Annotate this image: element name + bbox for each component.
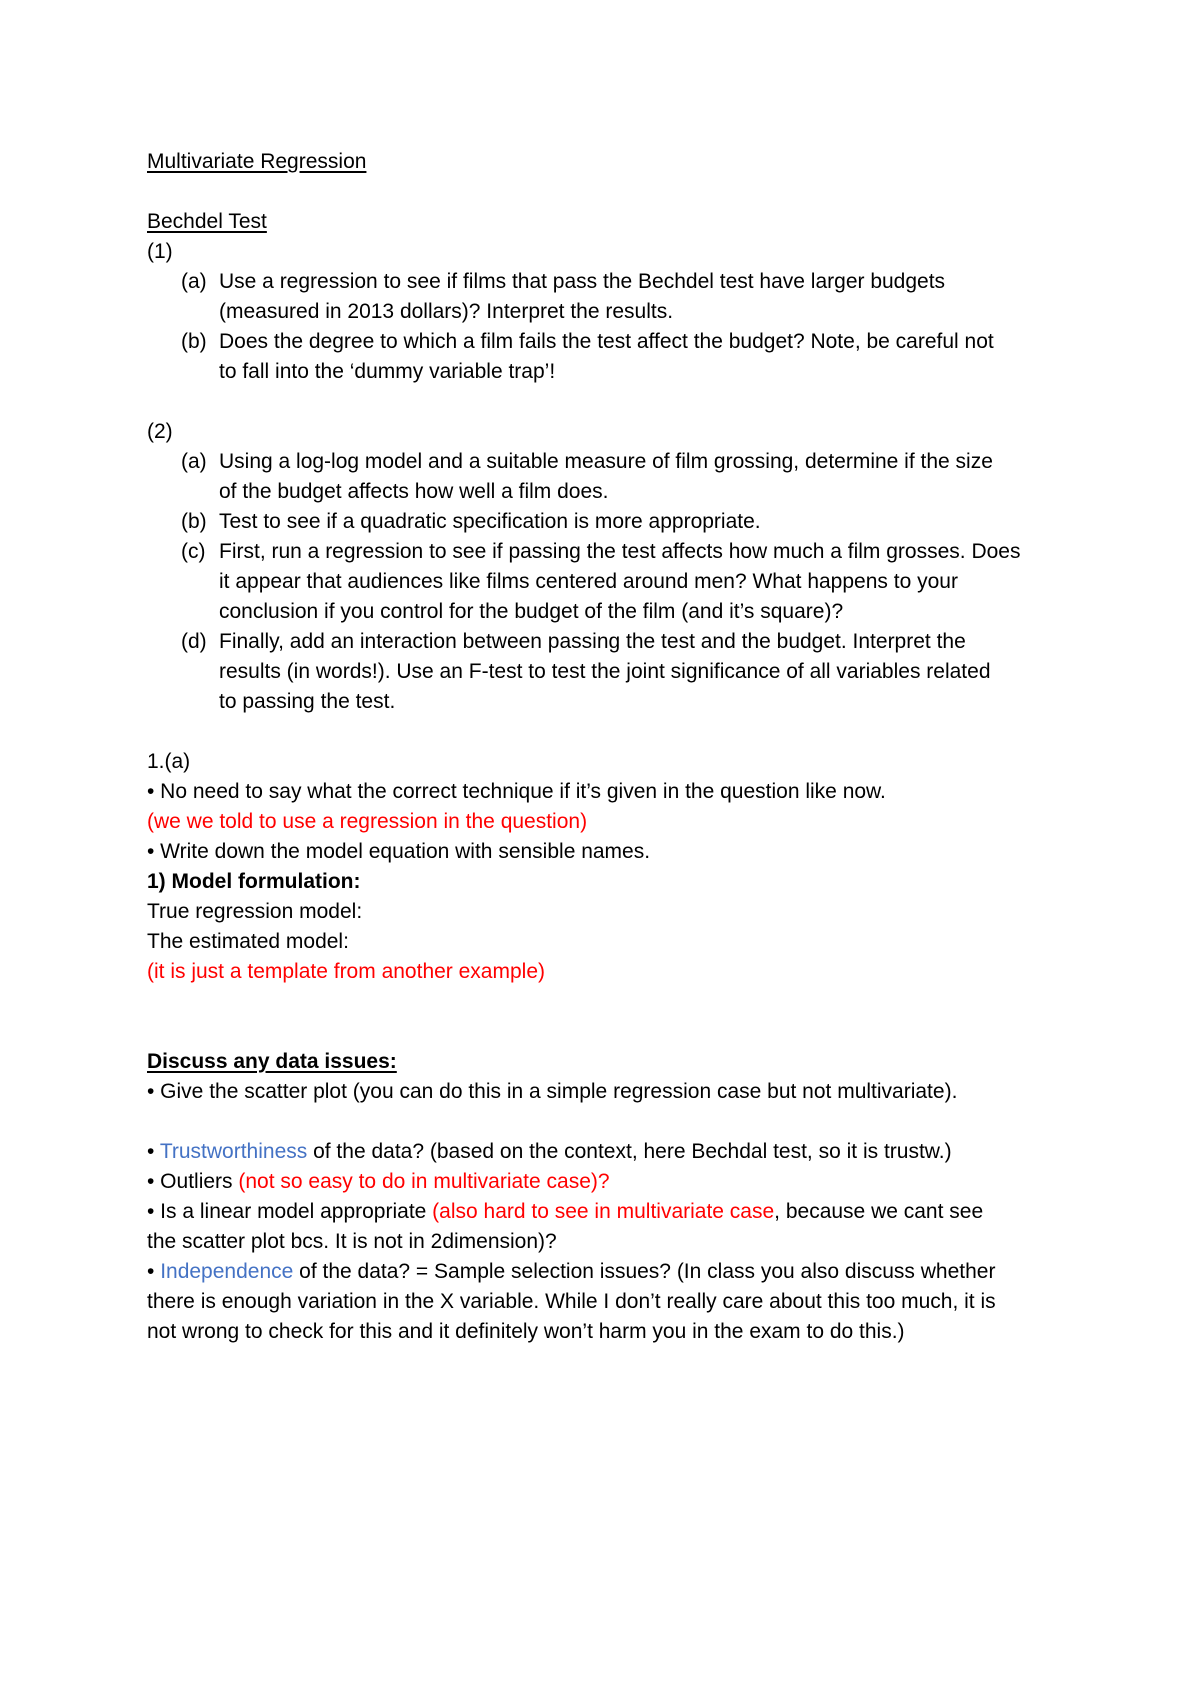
question-2c-label: (c) [181,540,206,563]
question-2c-text-line: conclusion if you control for the budget of the film (and it’s square)? [219,600,844,623]
question-2a-label: (a) [181,450,207,473]
question-2b-label: (b) [181,510,207,533]
issue-text-line: not wrong to check for this and it definitely won’t harm you in the exam to do this.) [147,1320,905,1343]
issue-bullet-outliers [147,1169,610,1195]
issue-bullet-linear-model [147,1199,983,1225]
issue-note: (not so easy to do in multivariate case)? [238,1170,610,1193]
answer-bullet: • No need to say what the correct technique if it’s given in the question like now. [147,780,886,803]
independence-term: Independence [160,1260,294,1283]
answer-note: (we we told to use a regression in the question) [147,810,588,833]
question-2d-text-line: results (in words!). Use an F-test to test the joint significance of all variables related [219,660,991,683]
question-1b-text-line: Does the degree to which a film fails the test affect the budget? Note, be careful not [219,330,994,353]
answer-heading: 1.(a) [147,750,191,773]
issue-bullet-trustworthiness [147,1139,952,1165]
issue-note: (also hard to see in multivariate case [432,1200,775,1223]
data-issues-heading: Discuss any data issues: [147,1050,397,1073]
issue-text-line: there is enough variation in the X variable. While I don’t really care about this too much, it is [147,1290,996,1313]
question-1a-text-line: Use a regression to see if films that pass the Bechdel test have larger budgets [219,270,946,293]
question-2-number: (2) [147,420,173,443]
question-2b-text-line: Test to see if a quadratic specification is more appropriate. [219,510,761,533]
issue-text: of the data? (based on the context, here Bechdal test, so it is trustw.) [307,1140,952,1163]
true-model-label: True regression model: [147,900,363,923]
question-1b-text-line: to fall into the ‘dummy variable trap’! [219,360,556,383]
question-2d-text-line: to passing the test. [219,690,396,713]
estimated-model-label: The estimated model: [147,930,349,953]
issue-text: of the data? = Sample selection issues? (In class you also discuss whether [293,1260,996,1283]
answer-note: (it is just a template from another example) [147,960,545,983]
question-2c-text-line: First, run a regression to see if passing the test affects how much a film grosses. Does [219,540,1021,563]
question-2c-text-line: it appear that audiences like films centered around men? What happens to your [219,570,958,593]
bullet-marker: • [147,1260,161,1283]
question-1a-text-line: (measured in 2013 dollars)? Interpret the results. [219,300,674,323]
section-heading-bechdel-test: Bechdel Test [147,210,267,233]
question-1a-label: (a) [181,270,207,293]
bullet-marker: • [147,1140,160,1163]
question-1b-label: (b) [181,330,207,353]
model-formulation-heading: 1) Model formulation: [147,870,361,893]
question-1-number: (1) [147,240,173,263]
issue-text: , because we cant see [774,1200,984,1223]
trustworthiness-term: Trustworthiness [159,1140,308,1163]
question-2a-text-line: of the budget affects how well a film does. [219,480,609,503]
issue-bullet-independence [147,1259,995,1285]
question-2a-text-line: Using a log-log model and a suitable measure of film grossing, determine if the size [219,450,993,473]
issue-text: • Is a linear model appropriate [147,1200,433,1223]
issue-text-line: the scatter plot bcs. It is not in 2dimension)? [147,1230,557,1253]
issue-text: • Outliers [147,1170,239,1193]
question-2d-label: (d) [181,630,207,653]
document-title: Multivariate Regression [147,150,367,173]
question-2d-text-line: Finally, add an interaction between passing the test and the budget. Interpret the [219,630,966,653]
answer-bullet: • Write down the model equation with sensible names. [147,840,651,863]
issue-bullet-scatter: • Give the scatter plot (you can do this in a simple regression case but not multivariate). [147,1080,958,1103]
